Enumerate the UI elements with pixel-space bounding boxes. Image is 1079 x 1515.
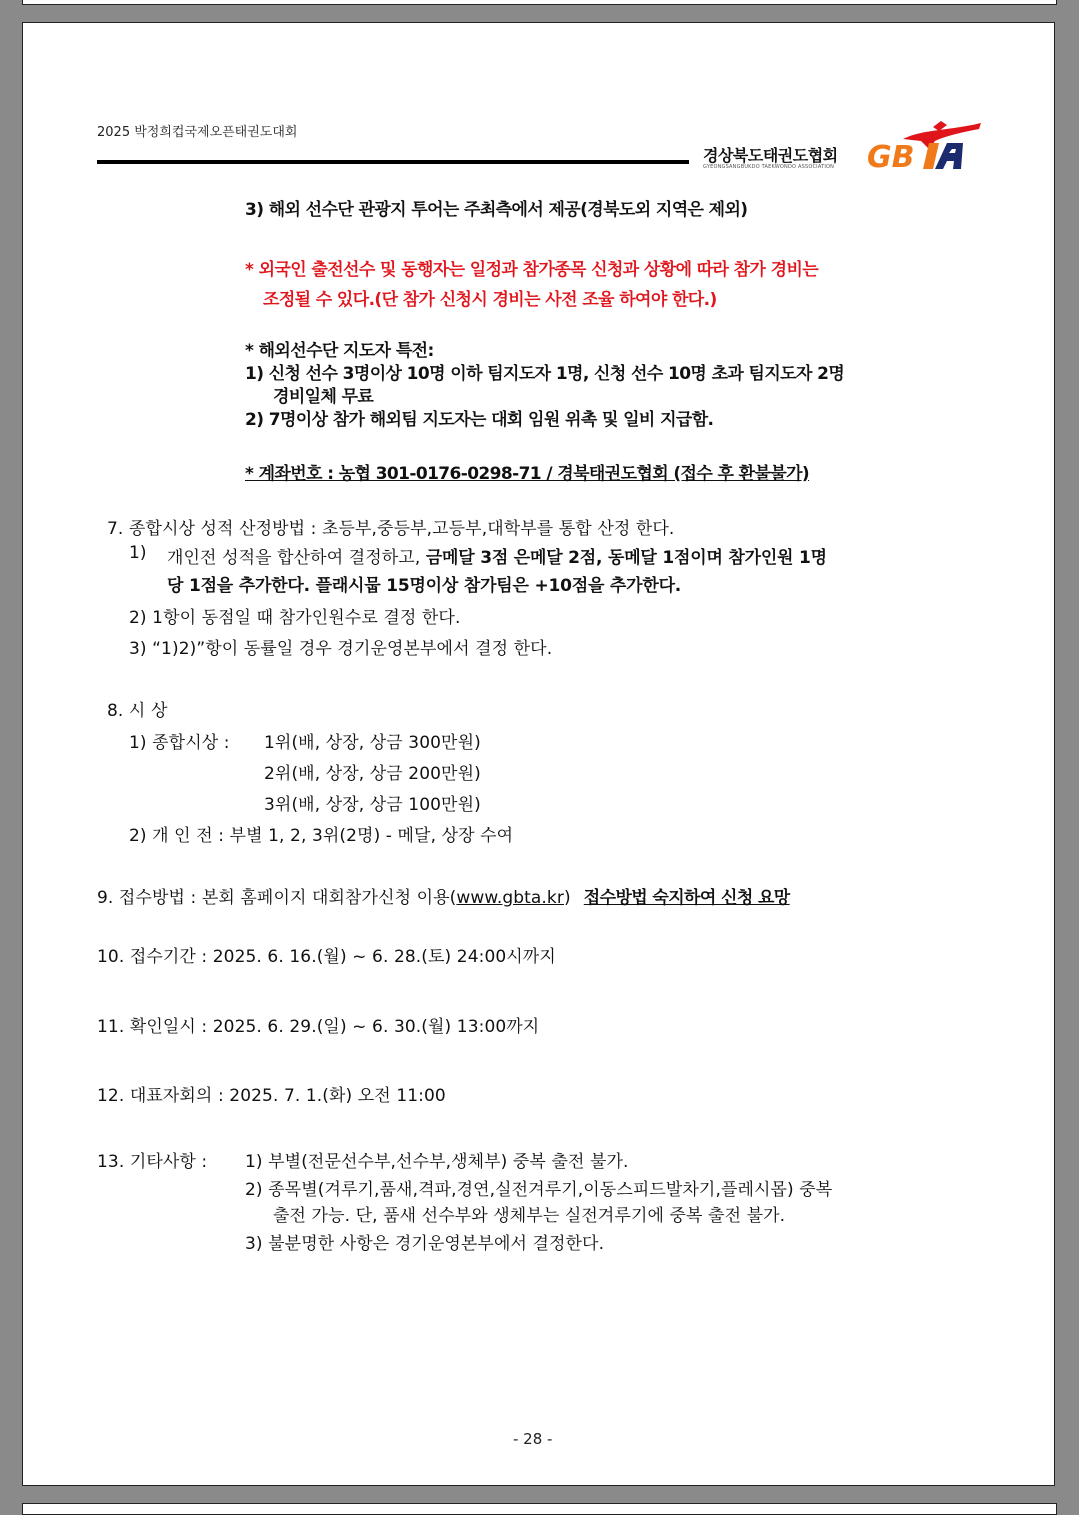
document-page xyxy=(22,22,1055,1486)
section-7-item1-num: 1) xyxy=(129,543,147,563)
logo-text: GBTA xyxy=(863,119,866,120)
section-7-item1 xyxy=(167,543,827,568)
section-8-title: 8. 시 상 xyxy=(107,701,168,721)
section-7-item1-cont: 당 1점을 추가한다. 플래시뭅 15명이상 참가팀은 +10점을 추가한다. xyxy=(167,576,682,596)
prize-3rd: 3위(배, 상장, 상금 100만원) xyxy=(264,795,481,815)
section-11: 11. 확인일시 : 2025. 6. 29.(일) ~ 6. 30.(월) 13:00까지 xyxy=(97,1017,540,1037)
bank-account: * 계좌번호 : 농협 301-0176-0298-71 / 경북태권도협회 (접수 후 환불불가) xyxy=(245,464,810,484)
coach-benefit-title: * 해외선수단 지도자 특전: xyxy=(245,341,434,361)
prize-1st: 1위(배, 상장, 상금 300만원) xyxy=(264,733,481,753)
section-7-title: 7. 종합시상 성적 산정방법 : 초등부,중등부,고등부,대학부를 통합 산정 한다. xyxy=(107,519,675,539)
coach-benefit-2: 2) 7명이상 참가 해외팀 지도자는 대회 임원 위촉 및 일비 지급함. xyxy=(245,410,714,430)
previous-page-edge xyxy=(22,0,1057,5)
section-7-item1-bold: 금메달 3점 은메달 2점, 동메달 1점이며 참가인원 1명 xyxy=(425,548,827,568)
coach-benefit-1: 1) 신청 선수 3명이상 10명 이하 팀지도자 1명, 신청 선수 10명 초과 팀지도자 2명 xyxy=(245,364,845,384)
section-9 xyxy=(97,883,790,908)
section-9-suffix: ) xyxy=(563,888,571,908)
section-8-item1-label: 1) 종합시상 : xyxy=(129,733,230,753)
section-13-item1: 1) 부별(전문선수부,선수부,생체부) 중복 출전 불가. xyxy=(245,1152,629,1172)
section-13-item2-cont: 출전 가능. 단, 품새 선수부와 생체부는 실전겨루기에 중복 출전 불가. xyxy=(273,1206,786,1226)
section-13-item3: 3) 불분명한 사항은 경기운영본부에서 결정한다. xyxy=(245,1234,605,1254)
logo-gb-text: GB xyxy=(867,140,915,171)
next-page-edge xyxy=(22,1503,1057,1515)
header-rule xyxy=(97,160,689,164)
prize-2nd: 2위(배, 상장, 상금 200만원) xyxy=(264,764,481,784)
tour-line: 3) 해외 선수단 관광지 투어는 주최측에서 제공(경북도외 지역은 제외) xyxy=(245,200,748,220)
section-9-prefix: 9. 접수방법 : 본회 홈페이지 대회참가신청 이용( xyxy=(97,888,457,908)
section-7-item3: 3) “1)2)”항이 동률일 경우 경기운영본부에서 결정 한다. xyxy=(129,639,553,659)
section-10: 10. 접수기간 : 2025. 6. 16.(월) ~ 6. 28.(토) 24:00시까지 xyxy=(97,947,556,967)
coach-benefit-1-cont: 경비일체 무료 xyxy=(273,387,374,407)
gbta-logo xyxy=(863,119,985,171)
section-13-item2: 2) 종목별(겨루기,품새,격파,경연,실전겨루기,이동스피드발차기,플레시몹) 중복 xyxy=(245,1180,833,1200)
page-number: - 28 - xyxy=(513,1430,553,1448)
foreign-fee-note-line2: 조정될 수 있다.(단 참가 신청시 경비는 사전 조율 하여야 한다.) xyxy=(263,290,717,310)
foreign-fee-note-line1: * 외국인 출전선수 및 동행자는 일정과 참가종목 신청과 상황에 따라 참가 경비는 xyxy=(245,260,819,280)
section-8-item2: 2) 개 인 전 : 부별 1, 2, 3위(2명) - 메달, 상장 수여 xyxy=(129,826,514,846)
section-13-label: 13. 기타사항 : xyxy=(97,1152,208,1172)
event-title: 2025 박정희컵국제오픈태권도대회 xyxy=(97,125,298,140)
section-9-note: 접수방법 숙지하여 신청 요망 xyxy=(583,888,790,908)
organization-subtitle: GYEONGSANGBUKDO TAEKWONDO ASSOCIATION xyxy=(703,164,835,170)
homepage-link[interactable]: www.gbta.kr xyxy=(456,888,564,908)
section-12: 12. 대표자회의 : 2025. 7. 1.(화) 오전 11:00 xyxy=(97,1086,446,1106)
organization-name: 경상북도태권도협회 xyxy=(703,146,838,165)
section-7-item2: 2) 1항이 동점일 때 참가인원수로 결정 한다. xyxy=(129,608,461,628)
section-7-item1-normal: 개인전 성적을 합산하여 결정하고, xyxy=(167,548,426,568)
